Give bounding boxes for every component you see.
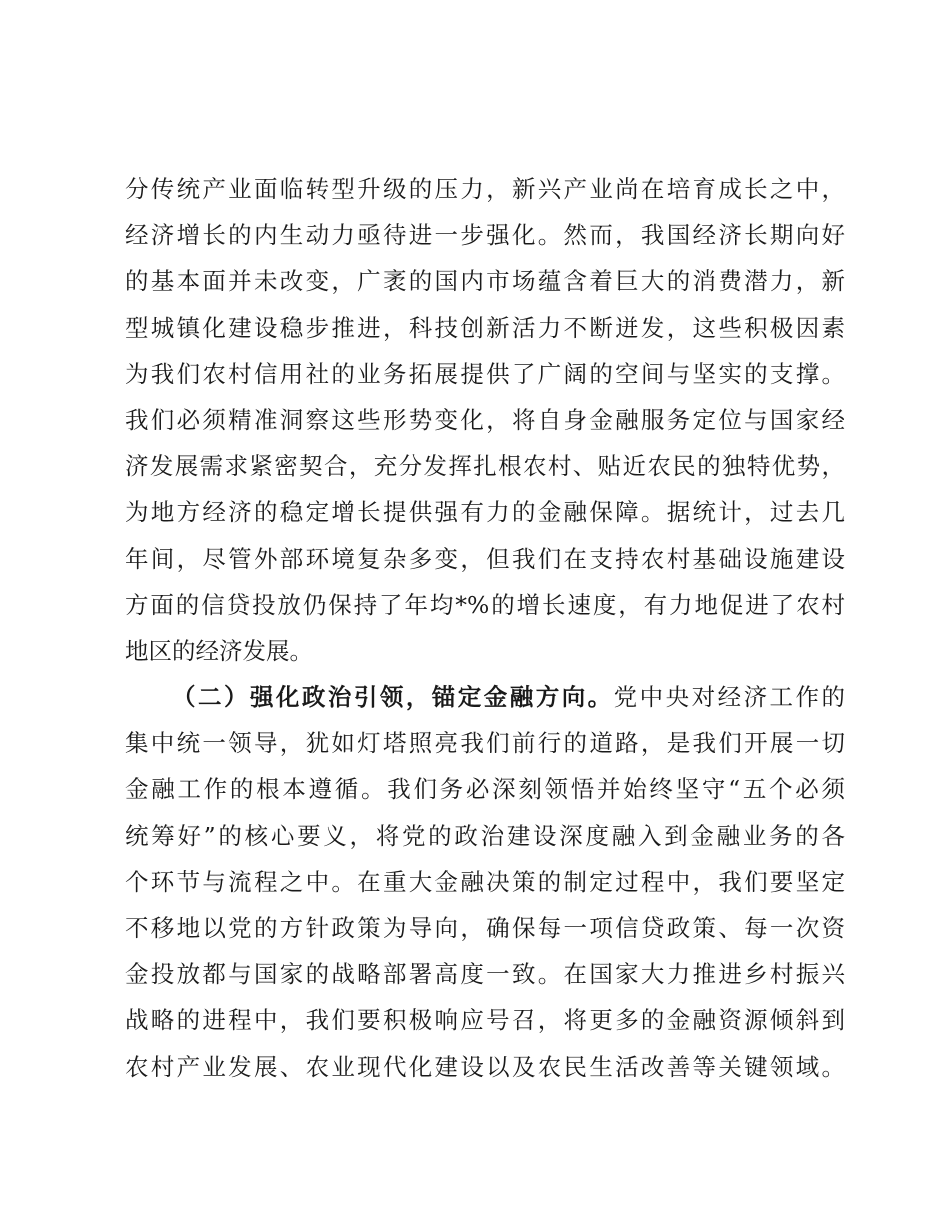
text-line: 为我们农村信用社的业务拓展提供了广阔的空间与坚实的支撑。 <box>125 359 845 388</box>
text-line: 农村产业发展、农业现代化建设以及农民生活改善等关键领域。 <box>125 1052 845 1081</box>
paragraph-2-first-line <box>125 674 845 720</box>
text-line: 金投放都与国家的战略部署高度一致。在国家大力推进乡村振兴 <box>125 960 845 989</box>
text-line: 战略的进程中，我们要积极响应号召，将更多的金融资源倾斜到 <box>125 1006 845 1035</box>
text-line: 分传统产业面临转型升级的压力，新兴产业尚在培育成长之中， <box>125 175 845 203</box>
text-line: 不移地以党的方针政策为导向，确保每一项信贷政策、每一次资 <box>125 914 845 942</box>
text-line: 集中统一领导，犹如灯塔照亮我们前行的道路，是我们开展一切 <box>125 729 845 758</box>
text-line: 金融工作的根本遵循。我们务必深刻领悟并始终坚守“五个必须 <box>125 775 845 804</box>
text-line: 个环节与流程之中。在重大金融决策的制定过程中，我们要坚定 <box>125 867 845 896</box>
text-line: 型城镇化建设稳步推进，科技创新活力不断迸发，这些积极因素 <box>125 313 845 342</box>
text-line: 统筹好”的核心要义，将党的政治建设深度融入到金融业务的各 <box>125 821 845 850</box>
document-body <box>125 166 845 1090</box>
text-line: 经济增长的内生动力亟待进一步强化。然而，我国经济长期向好 <box>125 221 845 250</box>
text-run: 党中央对经济工作的 <box>613 683 846 712</box>
text-line: 地区的经济发展。 <box>125 636 313 665</box>
paragraph-1 <box>125 166 845 674</box>
text-line: 为地方经济的稳定增长提供强有力的金融保障。据统计，过去几 <box>125 498 845 527</box>
text-line: 我们必须精准洞察这些形势变化，将自身金融服务定位与国家经 <box>125 405 845 434</box>
text-line: 方面的信贷投放仍保持了年均*%的增长速度，有力地促进了农村 <box>125 590 845 619</box>
text-line: 的基本面并未改变，广袤的国内市场蕴含着巨大的消费潜力，新 <box>125 267 845 296</box>
section-heading: （二）强化政治引领，锚定金融方向。 <box>172 683 614 712</box>
text-line: 济发展需求紧密契合，充分发挥扎根农村、贴近农民的独特优势， <box>125 452 845 481</box>
paragraph-2 <box>125 674 845 1090</box>
text-line: 年间，尽管外部环境复杂多变，但我们在支持农村基础设施建设 <box>125 544 845 573</box>
